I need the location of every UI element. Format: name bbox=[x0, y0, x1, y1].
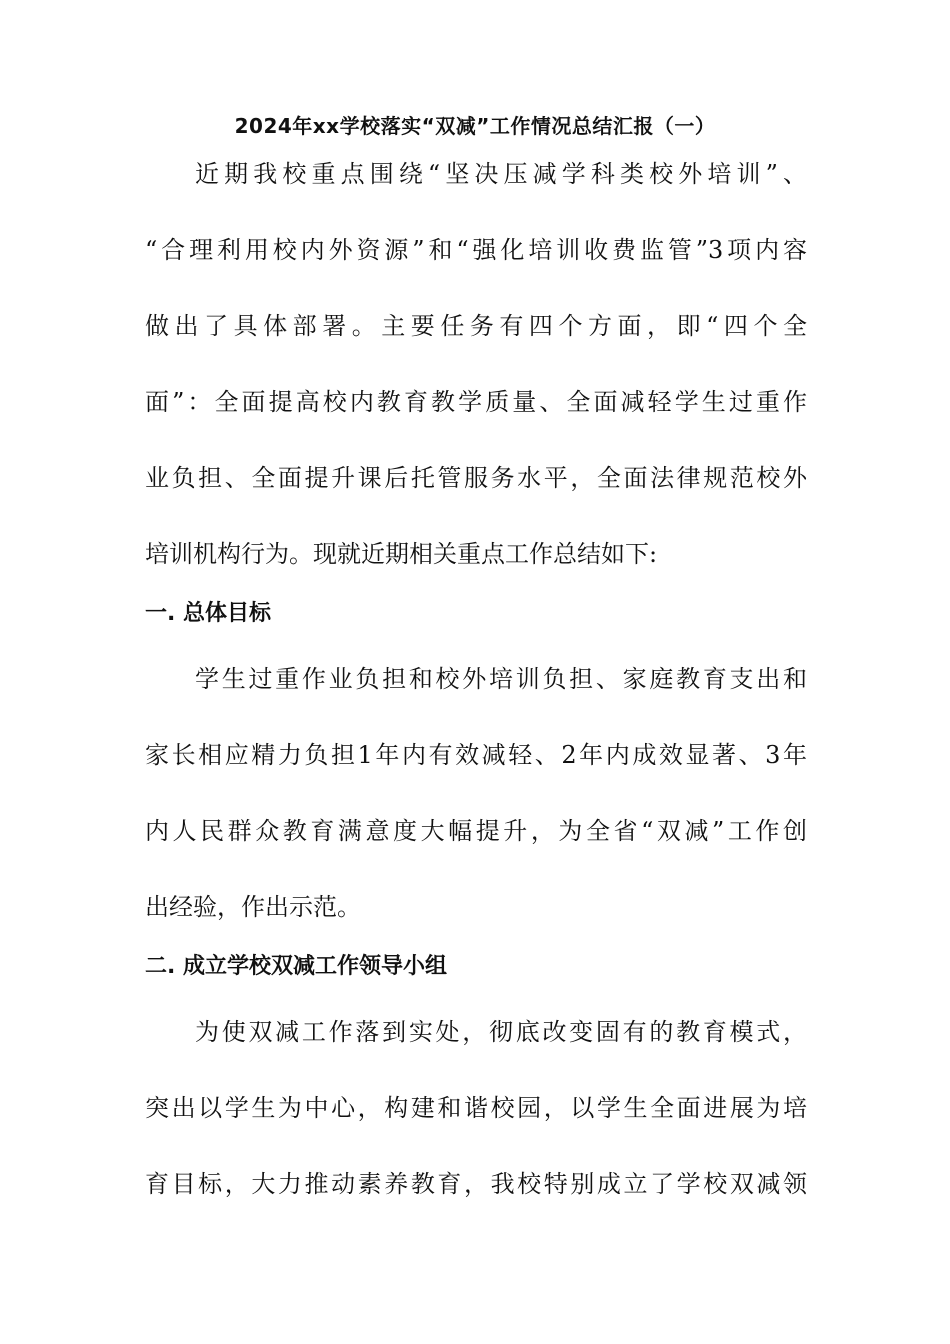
intro-line-3: 做出了具体部署。主要任务有四个方面，即“四个全 bbox=[145, 312, 807, 340]
document-title: 2024年xx学校落实“双减”工作情况总结汇报（一） bbox=[234, 114, 716, 138]
intro-line-6: 培训机构行为。现就近期相关重点工作总结如下: bbox=[145, 540, 658, 568]
section-2-line-1: 为使双减工作落到实处，彻底改变固有的教育模式， bbox=[195, 1018, 807, 1046]
section-1-heading: 一. 总体目标 bbox=[145, 601, 272, 626]
intro-line-1: 近期我校重点围绕“坚决压减学科类校外培训”、 bbox=[195, 160, 807, 188]
section-1-line-3: 内人民群众教育满意度大幅提升，为全省“双减”工作创 bbox=[145, 817, 807, 845]
section-2-heading: 二. 成立学校双减工作领导小组 bbox=[145, 954, 448, 979]
section-1-line-4: 出经验，作出示范。 bbox=[145, 893, 361, 921]
section-2-line-3: 育目标，大力推动素养教育，我校特别成立了学校双减领 bbox=[145, 1170, 807, 1198]
section-1-line-1: 学生过重作业负担和校外培训负担、家庭教育支出和 bbox=[195, 665, 807, 693]
section-1-line-2: 家长相应精力负担1年内有效减轻、2年内成效显著、3年 bbox=[145, 741, 807, 769]
intro-line-5: 业负担、全面提升课后托管服务水平，全面法律规范校外 bbox=[145, 464, 807, 492]
intro-line-4: 面”：全面提高校内教育教学质量、全面减轻学生过重作 bbox=[145, 388, 807, 416]
intro-line-2: “合理利用校内外资源”和“强化培训收费监管”3项内容 bbox=[145, 236, 807, 264]
section-2-line-2: 突出以学生为中心，构建和谐校园，以学生全面进展为培 bbox=[145, 1094, 807, 1122]
